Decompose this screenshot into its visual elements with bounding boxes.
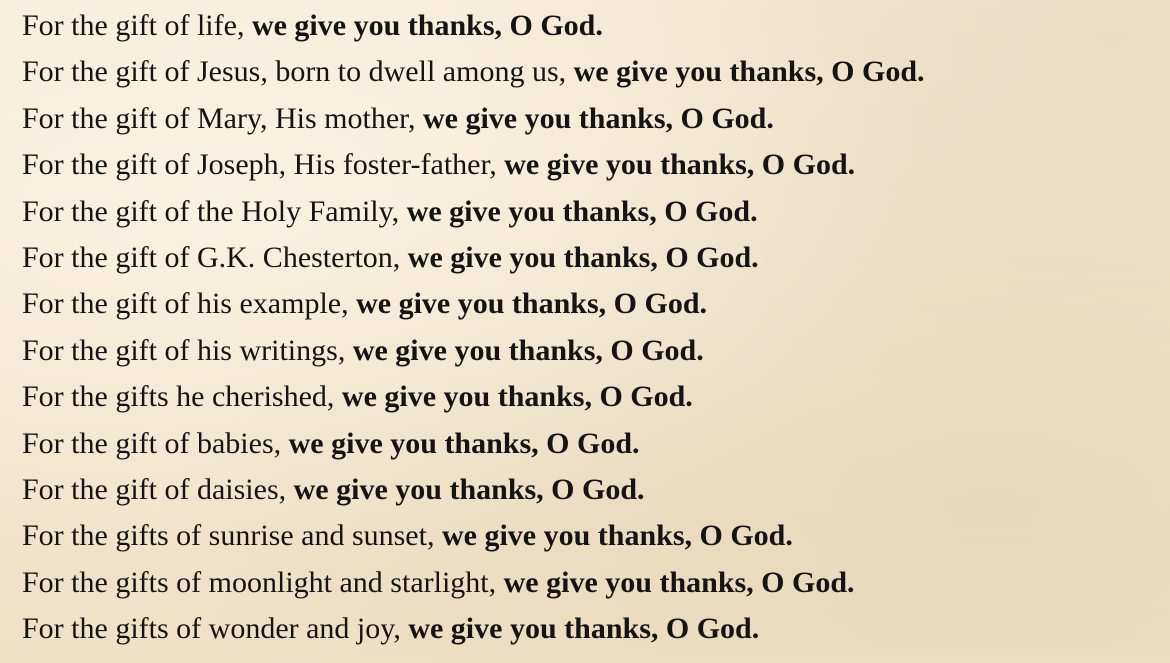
- litany-line: [22, 96, 1162, 142]
- response-text: we give you thanks, O God.: [341, 380, 693, 414]
- response-text: we give you thanks, O God.: [408, 612, 760, 646]
- litany-line: [22, 467, 1162, 513]
- response-text: we give you thanks, O God.: [288, 426, 640, 460]
- petition-text: For the gifts of wonder and joy,: [22, 612, 409, 646]
- petition-text: For the gift of Joseph, His foster-father,: [22, 148, 505, 182]
- response-text: we give you thanks, O God.: [406, 194, 758, 228]
- litany-line: [22, 49, 1162, 95]
- page-bottom-fade: [0, 651, 1170, 663]
- litany-line: [22, 281, 1162, 327]
- petition-text: For the gift of Jesus, born to dwell among us,: [22, 55, 574, 89]
- litany-line: [22, 142, 1162, 188]
- litany-line: [22, 189, 1162, 235]
- petition-text: For the gift of his example,: [22, 287, 357, 321]
- petition-text: For the gift of life,: [22, 9, 252, 42]
- petition-text: For the gift of babies,: [22, 426, 289, 460]
- litany-line: [22, 3, 1162, 49]
- response-text: we give you thanks, O God.: [356, 287, 707, 321]
- litany-line: [22, 374, 1162, 420]
- response-text: we give you thanks, O God.: [352, 333, 704, 367]
- litany-line: [22, 421, 1162, 467]
- litany-line: [22, 606, 1162, 652]
- response-text: we give you thanks, O God.: [441, 519, 793, 553]
- litany-line: [22, 235, 1162, 281]
- litany-text: [22, 3, 1162, 652]
- response-text: we give you thanks, O God.: [407, 240, 759, 274]
- petition-text: For the gifts of sunrise and sunset,: [22, 519, 442, 553]
- response-text: we give you thanks, O God.: [422, 101, 774, 135]
- response-text: we give you thanks, O God.: [503, 565, 855, 599]
- response-text: we give you thanks, O God.: [251, 9, 603, 42]
- petition-text: For the gifts he cherished,: [22, 380, 342, 414]
- petition-text: For the gift of Mary, His mother,: [22, 101, 423, 135]
- response-text: we give you thanks, O God.: [293, 472, 645, 506]
- petition-text: For the gifts of moonlight and starlight,: [22, 565, 504, 599]
- response-text: we give you thanks, O God.: [504, 148, 856, 182]
- response-text: we give you thanks, O God.: [573, 55, 925, 89]
- petition-text: For the gift of G.K. Chesterton,: [22, 240, 408, 274]
- petition-text: For the gift of his writings,: [22, 333, 353, 367]
- litany-line: [22, 513, 1162, 559]
- litany-line: [22, 328, 1162, 374]
- petition-text: For the gift of the Holy Family,: [22, 194, 407, 228]
- litany-line: [22, 560, 1162, 606]
- petition-text: For the gift of daisies,: [22, 472, 294, 506]
